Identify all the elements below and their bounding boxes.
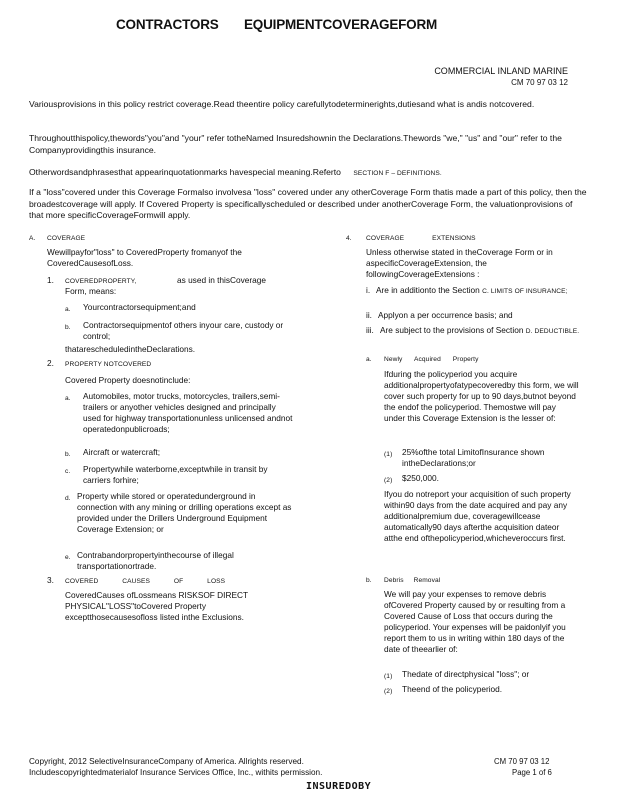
item-2-number: 2. <box>47 358 54 368</box>
definitions-reference: SECTION F – DEFINITIONS. <box>353 170 442 177</box>
newly-acquired-text-2: Ifyou do notreport your acquisition of such property within90 days from the date acquired and pay any additionalpremium due, coveragewillcease automatically90 days afterthe acquisition dateor atthe end ofthepolicyperiod,whicheveroccurs first. <box>384 489 571 543</box>
page-number: Page 1 of 6 <box>512 768 552 777</box>
newly-acquired-text: Ifduring the policyperiod you acquire additionalpropertyofatypecoveredby this form, we will cover such property for up to 90 days,butnot beyond the endof the policyperiod. Themostwe will pay under this Coverage Extension is the lesser of: <box>384 369 579 423</box>
item-2e-number: e. <box>65 554 71 561</box>
item-a1-number: (1) <box>384 451 393 458</box>
intro-paragraph-4: If a "loss"covered under this Coverage Formalso involvesa "loss" covered under any otherCoverage Form thatis made a part of this policy, then the broadestcoverage will apply. If Covered Property is specificallyscheduled or described under anotherCoverage Form, the valuationprovisions of that more specificCoverageFormwill apply. <box>29 187 587 220</box>
item-b1-number: (1) <box>384 673 393 680</box>
covered-causes-heading: COVERED CAUSES OF LOSS <box>65 578 226 585</box>
copyright-line-2: Includescopyrightedmaterialof Insurance Services Office, Inc., withits permission. <box>29 768 323 777</box>
item-1a-number: a. <box>65 306 71 313</box>
right-column <box>346 233 586 703</box>
item-2b-text: Aircraft or watercraft; <box>83 447 160 457</box>
item-b2-text: Theend of the policyperiod. <box>402 684 503 694</box>
footer-form-block <box>494 756 552 778</box>
item-2c-number: c. <box>65 468 71 475</box>
form-title-right: EQUIPMENTCOVERAGEFORM <box>244 17 438 32</box>
item-3-text: CoveredCauses ofLossmeans RISKSOF DIRECT PHYSICAL"LOSS"toCovered Property exceptthosecausesofloss listed inthe Exclusions. <box>65 590 248 622</box>
item-i-text <box>376 285 576 297</box>
footer-form-number: CM 70 97 03 12 <box>494 757 550 766</box>
intro-paragraph-3 <box>29 167 589 180</box>
item-2a-number: a. <box>65 395 71 402</box>
item-a1-text: 25%ofthe total LimitofInsurance shown intheDeclarations;or <box>402 447 545 468</box>
intro-p3-text: Otherwordsandphrasesthat appearinquotationmarks havespecial meaning.Referto <box>29 167 341 177</box>
item-2a-text: Automobiles, motor trucks, motorcycles, trailers,semi-trailers or anyother vehicles designed and principally used for highway transportationunless unlicensed andnot operatedonpublicroads; <box>83 391 293 434</box>
item-i-body: Are in additionto the Section <box>376 285 480 295</box>
item-1b-number: b. <box>65 324 71 331</box>
brand-watermark: INSUREDOBY <box>306 781 372 792</box>
item-b1-text: Thedate of directphysical "loss"; or <box>402 669 530 679</box>
intro-paragraph-2: Throughoutthispolicy,thewords"you"and "your" refer totheNamed Insuredshownin the Declarations.Thewords "we," "us" and "our" refer to the Companyprovidingthis insurance. <box>29 133 562 155</box>
item-a-number: a. <box>366 356 372 363</box>
item-1-tail: thatarescheduledintheDeclarations. <box>65 344 196 354</box>
property-not-covered-heading: PROPERTY NOTCOVERED <box>65 361 152 368</box>
item-2b-number: b. <box>65 451 71 458</box>
item-a2-number: (2) <box>384 477 393 484</box>
item-a2-text: $250,000. <box>402 473 439 483</box>
item-i-number: i. <box>366 285 371 295</box>
left-column <box>29 233 309 653</box>
item-b2-number: (2) <box>384 688 393 695</box>
coverage-extensions-heading: COVERAGE EXTENSIONS <box>366 235 476 242</box>
form-number: CM 70 97 03 12 <box>511 78 568 87</box>
section-a-title: COVERAGE <box>47 235 86 242</box>
item-iii-body: Are subject to the provisions of Section <box>380 325 524 335</box>
copyright-line-1: Copyright, 2012 SelectiveInsuranceCompany of America. Allrights reserved. <box>29 757 304 766</box>
item-iii-number: iii. <box>366 325 374 335</box>
item-2c-text: Propertywhile waterborne,exceptwhile in transit by carriers forhire; <box>83 464 268 485</box>
deductible-reference: D. DEDUCTIBLE. <box>525 328 580 335</box>
line-of-business: COMMERCIAL INLAND MARINE <box>434 66 568 76</box>
item-1a-text: Yourcontractorsequipment;and <box>83 302 196 312</box>
item-1-text-cont: Form, means: <box>65 286 117 296</box>
newly-acquired-heading: Newly Acquired Property <box>384 356 479 363</box>
limits-reference: C. LIMITS OF INSURANCE; <box>482 288 568 295</box>
item-2d-number: d. <box>65 495 71 502</box>
section-a-label: A. <box>29 235 36 242</box>
item-2e-text: Contrabandorpropertyinthecourse of illegal transportationortrade. <box>77 550 234 571</box>
item-2-text: Covered Property doesnotinclude: <box>65 375 191 385</box>
item-ii-text: Applyon a per occurrence basis; and <box>378 310 513 320</box>
debris-removal-text: We will pay your expenses to remove debris ofCovered Property caused by or resulting from a Covered Cause of Loss that occurs during the policyperiod. Your expenses will be paidonlyif you report them to us in writing within 180 days of the date of theearlier of: <box>384 589 566 654</box>
section-4-text: Unless otherwise stated in theCoverage Form or in aspecificCoverageExtension, the followingCoverageExtensions : <box>366 247 553 279</box>
item-iii-text <box>380 325 580 337</box>
footer-copyright <box>29 756 322 778</box>
section-a-text: Wewillpayfor"loss" to CoveredProperty fromanyof the CoveredCausesofLoss. <box>47 247 242 268</box>
item-ii-number: ii. <box>366 310 372 320</box>
item-3-number: 3. <box>47 575 54 585</box>
item-1-number: 1. <box>47 275 54 285</box>
item-1-text: as used in thisCoverage <box>177 275 267 285</box>
item-b-number: b. <box>366 577 372 584</box>
form-header-block <box>434 66 568 88</box>
covered-property-heading: COVEREDPROPERTY, <box>65 278 137 285</box>
item-2d-text: Property while stored or operatedunderground in connection with any mining or drilling operations except as provided under the Drillers Underground Equipment Coverage Extension; or <box>77 491 292 534</box>
intro-paragraph-1: Variousprovisions in this policy restrict coverage.Read theentire policy carefullytodeterminerights,dutiesand what is andis notcovered. <box>29 99 535 109</box>
form-title-left: CONTRACTORS <box>116 17 219 32</box>
section-4-number: 4. <box>346 235 352 242</box>
debris-removal-heading: Debris Removal <box>384 577 441 584</box>
item-1b-text: Contractorsequipmentof others inyour care, custody or control; <box>83 320 284 341</box>
